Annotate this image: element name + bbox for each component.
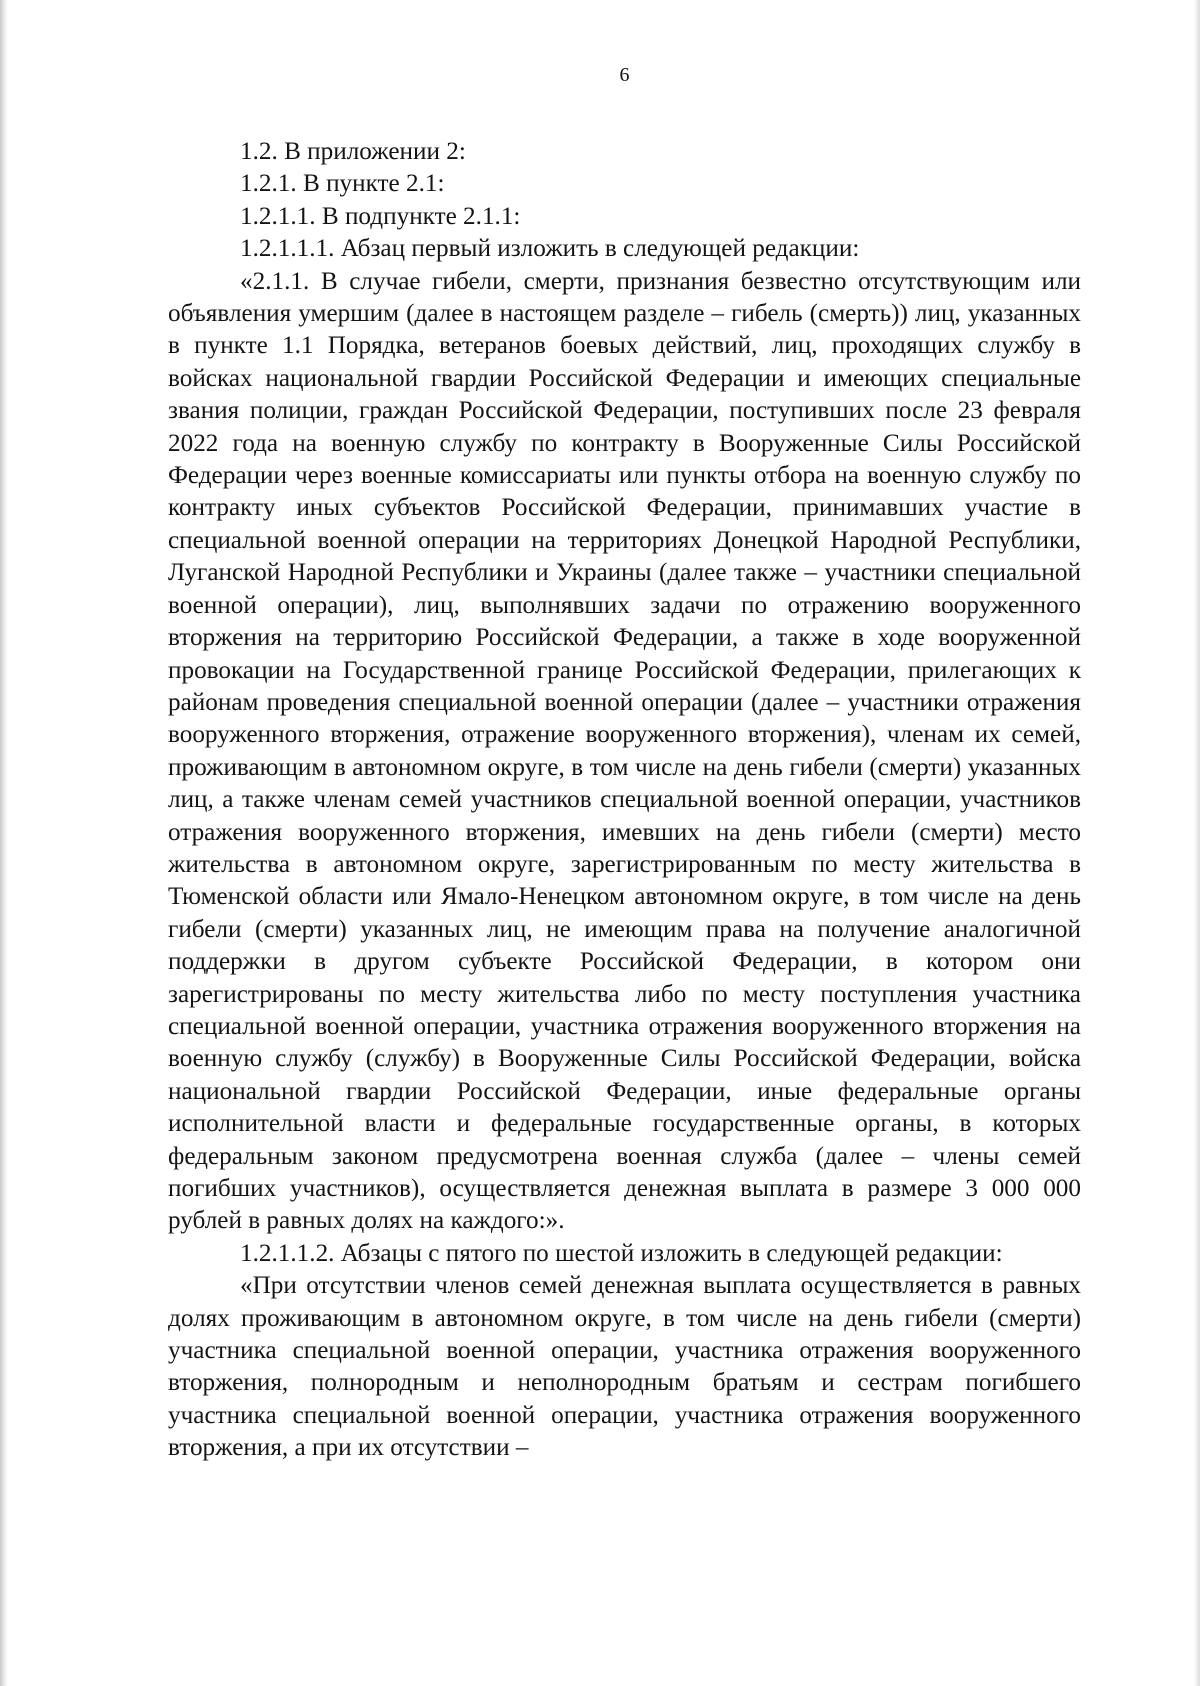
document-body xyxy=(168,136,1081,1465)
paragraph-subpoint-2-1-1: 1.2.1.1. В подпункте 2.1.1: xyxy=(240,202,521,230)
scan-left-edge xyxy=(0,0,8,1686)
paragraph-first-abzac-instruction: 1.2.1.1.1. Абзац первый изложить в следующей редакции: xyxy=(240,235,860,263)
paragraph-point-2-1: 1.2.1. В пункте 2.1: xyxy=(240,170,445,198)
paragraph-quoted-2-1-1: «2.1.1. В случае гибели, смерти, признания безвестно отсутствующим или объявления умершим (далее в настоящем разделе – гибель (смерть)) лиц, указанных в пункте 1.1 Порядка, ветеранов боевых действий, лиц, проходящих службу в войсках национальной гвардии Российской Федерации и имеющих специальные звания полиции, граждан Российской Федерации, поступивших после 23 февраля 2022 года на военную службу по контракту в Вооруженные Силы Российской Федерации через военные комиссариаты или пункты отбора на военную службу по контракту иных субъектов Российской Федерации, принимавших участие в специальной военной операции на территориях Донецкой Народной Республики, Луганской Народной Республики и Украины (далее также – участники специальной военной операции), лиц, выполнявших задачи по отражению вооруженного вторжения на территорию Российской Федерации, а также в ходе вооруженной провокации на Государственной границе Российской Федерации, прилегающих к районам проведения специальной военной операции (далее – участники отражения вооруженного вторжения, отражение вооруженного вторжения), членам их семей, проживающим в автономном округе, в том числе на день гибели (смерти) указанных лиц, а также членам семей участников специальной военной операции, участников отражения вооруженного вторжения, имевших на день гибели (смерти) место жительства в автономном округе, зарегистрированным по месту жительства в Тюменской области или Ямало-Ненецком автономном округе, в том числе на день гибели (смерти) указанных лиц, не имеющим права на получение аналогичной поддержки в другом субъекте Российской Федерации, в котором они зарегистрированы по месту жительства либо по месту поступления участника специальной военной операции, участника отражения вооруженного вторжения на военную службу (службу) в Вооруженные Силы Российской Федерации, войска национальной гвардии Российской Федерации, иные федеральные органы исполнительной власти и федеральные государственные органы, в которых федеральным законом предусмотрена военная служба (далее – члены семей погибших участников), осуществляется денежная выплата в размере 3 000 000 рублей в равных долях на каждого:». xyxy=(168,267,1081,1235)
page-number: 6 xyxy=(619,64,630,86)
paragraph-fifth-sixth-abzac-instruction: 1.2.1.1.2. Абзацы с пятого по шестой изложить в следующей редакции: xyxy=(240,1239,1003,1267)
paragraph-quoted-absence-of-family: «При отсутствии членов семей денежная выплата осуществляется в равных долях проживающим в автономном округе, в том числе на день гибели (смерти) участника специальной военной операции, участника отражения вооруженного вторжения, полнородным и неполнородным братьям и сестрам погибшего участника специальной военной операции, участника отражения вооруженного вторжения, а при их отсутствии – xyxy=(168,1272,1081,1462)
paragraph-appendix-2: 1.2. В приложении 2: xyxy=(240,138,466,165)
scan-right-edge xyxy=(1194,0,1200,1686)
